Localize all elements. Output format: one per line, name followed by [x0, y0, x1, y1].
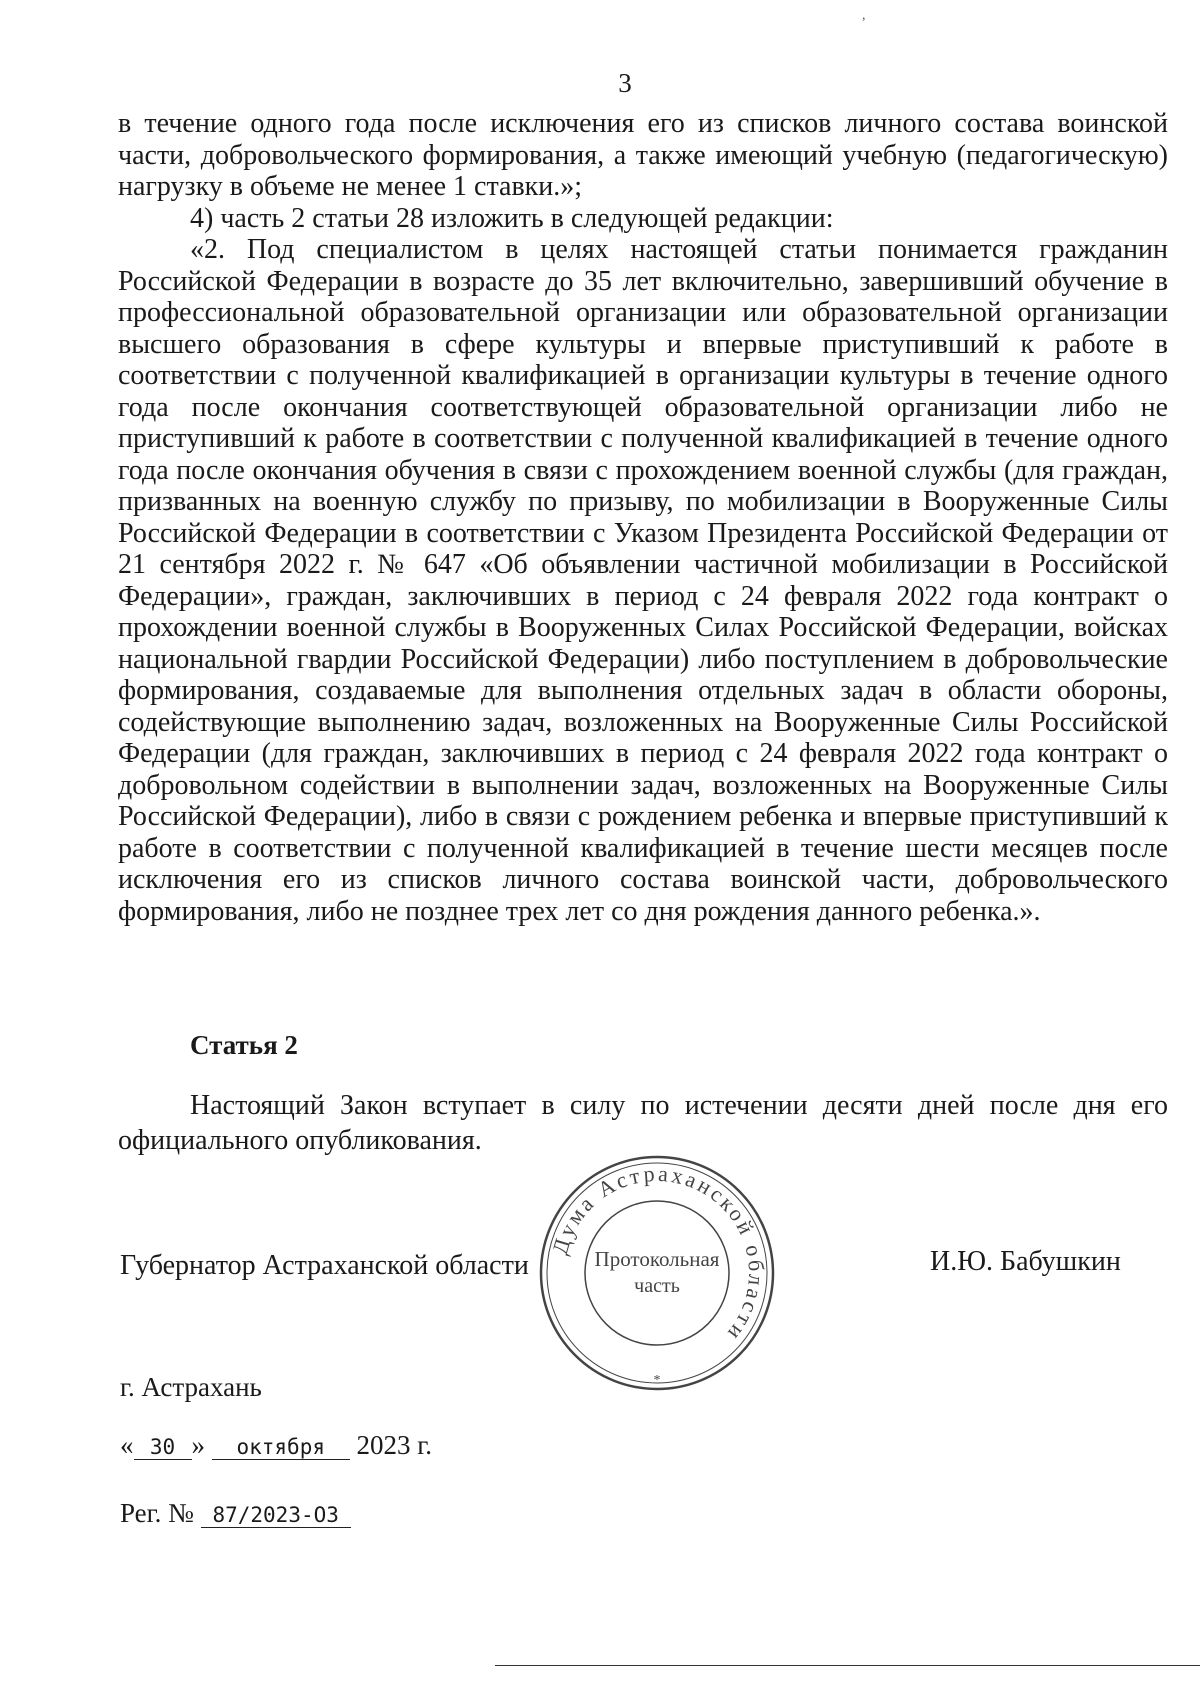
seal-inner-text-line2: часть [634, 1275, 680, 1297]
signatory-name: И.Ю. Бабушкин [930, 1246, 1121, 1277]
registration-value: 87/2023-ОЗ [201, 1503, 351, 1528]
signatory-position: Губернатор Астраханской области [120, 1250, 529, 1281]
paragraph-amendment-text: «2. Под специалистом в целях настоящей статьи понимается гражданин Российской Федерации в возрасте до 35 лет включительно, завершивший обучение в профессиональной образовательной организации или образовательной организации высшего образования в сфере культуры и впервые приступивший к работе в соответствии с полученной квалификацией в организации культуры в течение одного года после окончания соответствующей образовательной организации либо не приступивший к работе в соответствии с полученной квалификацией в течение одного года после окончания обучения в связи с прохождением военной службы (для граждан, призванных на военную службу по призыву, по мобилизации в Вооруженные Силы Российской Федерации в соответствии с Указом Президента Российской Федерации от 21 сентября 2022 г. № 647 «Об объявлении частичной мобилизации в Российской Федерации», граждан, заключивших в период с 24 февраля 2022 года контракт о прохождении военной службы в Вооруженных Силах Российской Федерации, войсках национальной гвардии Российской Федерации) либо поступлением в добровольческие формирования, создаваемые для выполнения отдельных задач в области обороны, содействующие выполнению задач, возложенных на Вооруженные Силы Российской Федерации (для граждан, заключивших в период с 24 февраля 2022 года контракт о добровольном содействии в выполнении задач, возложенных на Вооруженные Силы Российской Федерации), либо в связи с рождением ребенка и впервые приступивший к работе в соответствии с полученной квалификацией в течение шести месяцев после исключения его из списков личного состава воинской части, добровольческого формирования, либо не позднее трех лет со дня рождения данного ребенка.». [118, 234, 1168, 927]
place-of-signing: г. Астрахань [120, 1372, 262, 1402]
date-open-quote: « [120, 1430, 134, 1460]
scan-mark: , [862, 8, 866, 23]
page-number: 3 [618, 68, 632, 98]
official-seal [532, 1148, 782, 1398]
registration-label: Рег. № [120, 1498, 194, 1528]
article-heading: Статья 2 [190, 1030, 298, 1060]
document-body [118, 108, 1168, 927]
signing-date [120, 1430, 432, 1461]
registration-number [120, 1498, 351, 1529]
date-month: октября [212, 1435, 350, 1460]
seal-outer-ring [541, 1157, 773, 1389]
seal-inner-text-line1: Протокольная [594, 1247, 720, 1271]
date-close-quote: » [191, 1430, 205, 1460]
date-day: 30 [134, 1435, 192, 1460]
seal-outer-text: Дума Астраханской области [546, 1160, 770, 1348]
paragraph-continuation: в течение одного года после исключения его из списков личного состава воинской части, добровольческого формирования, а также имеющий учебную (педагогическую) нагрузку в объеме не менее 1 ставки.»; [118, 108, 1168, 202]
paragraph-amendment-item: 4) часть 2 статьи 28 изложить в следующей редакции: [190, 202, 834, 234]
article-text: Настоящий Закон вступает в силу по истечении десяти дней после дня его официального опубликования. [118, 1090, 1168, 1156]
seal-inner-ring [585, 1201, 729, 1345]
date-year: 2023 г. [356, 1430, 433, 1460]
seal-star: * [653, 1373, 661, 1388]
footer-rule [495, 1665, 1200, 1666]
